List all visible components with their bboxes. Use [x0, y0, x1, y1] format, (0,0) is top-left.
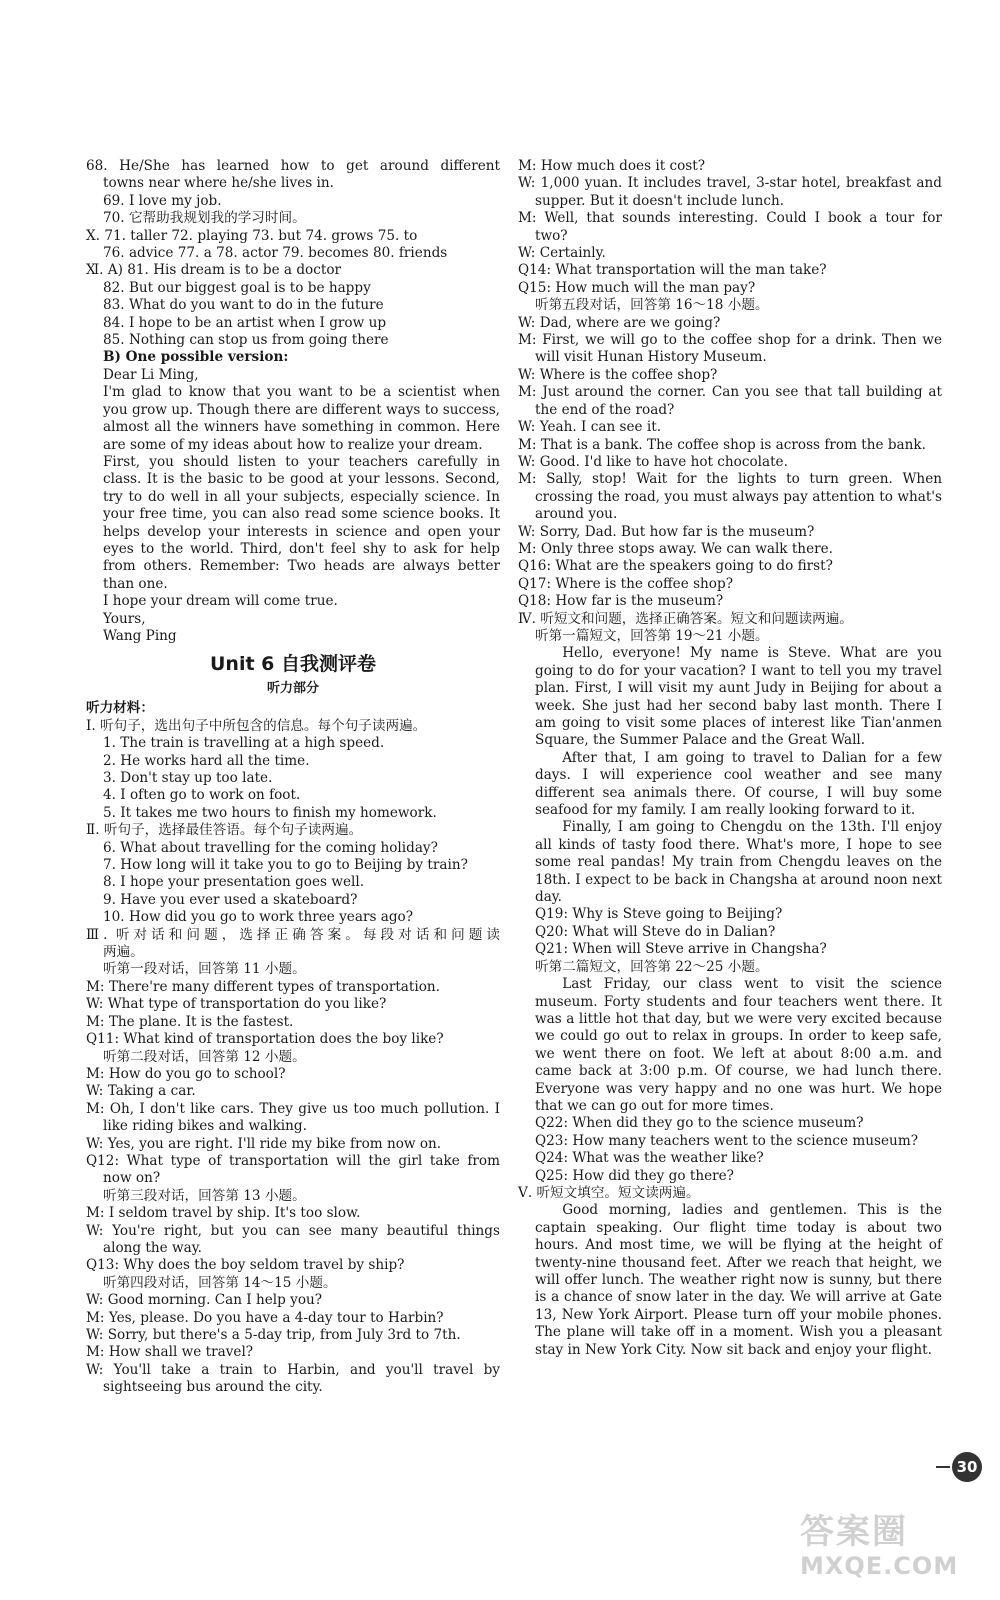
dialogue-line: W: Good. I'd like to have hot chocolate.	[518, 453, 788, 470]
watermark-url: MXQE.COM	[800, 1552, 959, 1580]
section-iii-heading-cont: 两遍。	[103, 944, 144, 961]
dialogue-4-continued	[518, 158, 942, 297]
dialogue-4	[86, 1292, 500, 1396]
passage-2	[518, 976, 942, 1115]
dialogue-line: M: Sally, stop! Wait for the lights to turn green. When crossing the road, you must always pay attention to what's around you.	[518, 471, 942, 523]
passage-1	[518, 645, 942, 906]
watermark	[800, 1512, 958, 1580]
sentence-item: 7. How long will it take you to go to Beijing by train?	[103, 857, 468, 874]
letter	[86, 367, 500, 646]
dialogue-line: W: Yes, you are right. I'll ride my bike from now on.	[86, 1135, 442, 1152]
right-column	[518, 158, 942, 1359]
section-v-passage	[518, 1202, 942, 1359]
dialogue-line: M: How shall we travel?	[86, 1344, 254, 1361]
answer-68-line2: towns near where he/she lives in.	[103, 175, 334, 192]
dialogue-1-heading: 听第一段对话，回答第 11 小题。	[103, 961, 306, 978]
dialogue-line: M: There're many different types of transportation.	[86, 978, 440, 995]
watermark-logo: 答案圈	[800, 1512, 908, 1552]
left-column	[86, 158, 500, 1397]
section-i-heading: Ⅰ. 听句子，选出句子中所包含的信息。每个句子读两遍。	[86, 717, 427, 734]
dialogue-2	[86, 1066, 500, 1188]
listening-label: 听力材料：	[86, 700, 154, 717]
dialogue-line: M: Yes, please. Do you have a 4-day tour to Harbin?	[86, 1309, 444, 1326]
dialogue-1	[86, 979, 500, 1049]
dialogue-line: W: What type of transportation do you like?	[86, 996, 387, 1013]
dialogue-3	[86, 1205, 500, 1275]
answer-69: 69. I love my job.	[103, 192, 222, 209]
sentence-item: 8. I hope your presentation goes well.	[103, 874, 365, 891]
dialogue-line: W: You'll take a train to Harbin, and you'll travel by sightseeing bus around the city.	[86, 1361, 500, 1396]
dialogue-line: W: Dad, where are we going?	[518, 314, 721, 331]
answer-68-line1: 68. He/She has learned how to get around different	[86, 158, 500, 174]
question-line: Q19: Why is Steve going to Beijing?	[535, 906, 783, 923]
section-x-line1: Ⅹ. 71. taller 72. playing 73. but 74. grows 75. to	[86, 227, 418, 244]
letter-signature: Wang Ping	[103, 627, 177, 644]
dialogue-line: Q14: What transportation will the man take?	[518, 262, 827, 279]
dialogue-line: M: Well, that sounds interesting. Could I book a tour for two?	[518, 210, 942, 244]
dialogue-line: Q13: Why does the boy seldom travel by ship?	[86, 1257, 405, 1274]
section-ii-heading: Ⅱ. 听句子，选择最佳答语。每个句子读两遍。	[86, 822, 363, 839]
answer-82: 82. But our biggest goal is to be happy	[103, 279, 371, 296]
dialogue-2-heading: 听第二段对话，回答第 12 小题。	[103, 1048, 306, 1065]
dialogue-line: M: The plane. It is the fastest.	[86, 1013, 294, 1030]
answer-85: 85. Nothing can stop us from going there	[103, 332, 389, 349]
section-v-heading: Ⅴ. 听短文填空。短文读两遍。	[518, 1184, 700, 1201]
dialogue-line: Q16: What are the speakers going to do first?	[518, 558, 833, 575]
dialogue-line: M: How much does it cost?	[518, 158, 706, 174]
passage-paragraph: Finally, I am going to Chengdu on the 13th. I'll enjoy all kinds of tasty food there. What's more, I hope to see some real pandas! My train from Chengdu leaves on the 18th. I expect to be back in Changsha at around noon next day.	[535, 819, 942, 906]
letter-paragraph: I hope your dream will come true.	[103, 593, 338, 610]
passage-2-questions	[518, 1115, 942, 1185]
passage-paragraph: After that, I am going to travel to Dalian for a few days. I will experience cool weather and see many different sea animals there. Of course, I will buy some seafood for my family. I am really looking forward to it.	[535, 749, 942, 819]
sentence-item: 10. How did you go to work three years ago?	[103, 909, 414, 926]
dialogue-3-heading: 听第三段对话，回答第 13 小题。	[103, 1187, 306, 1204]
section-ii-items	[86, 840, 500, 927]
passage-paragraph: Last Friday, our class went to visit the science museum. Forty students and four teachers went there. It was a little hot that day, but we were very excited because we could go out to relax in groups. In order to keep safe, we went there on foot. We left at about 8:00 a.m. and came back at 3:00 p.m. Of course, we had lunch there. Everyone was very happy and no one was hurt. We hope that we can go out for more times.	[535, 976, 942, 1114]
page-dash	[936, 1466, 950, 1468]
writing-heading: B) One possible version:	[103, 349, 289, 366]
dialogue-line: W: Good morning. Can I help you?	[86, 1292, 323, 1309]
dialogue-line: W: Certainly.	[518, 245, 606, 262]
section-x-line2: 76. advice 77. a 78. actor 79. becomes 80. friends	[103, 245, 448, 262]
letter-paragraph: I'm glad to know that you want to be a scientist when you grow up. Though there are different ways to success, almost all the winners have something in common. Here are some of my ideas about how to realize your dream.	[103, 384, 500, 453]
dialogue-line: Q17: Where is the coffee shop?	[518, 575, 733, 592]
section-iv-heading: Ⅳ. 听短文和问题，选择正确答案。短文和问题读两遍。	[518, 610, 853, 627]
dialogue-line: Q15: How much will the man pay?	[518, 279, 756, 296]
dialogue-line: M: Oh, I don't like cars. They give us too much pollution. I like riding bikes and walking.	[86, 1100, 500, 1135]
page-number-badge: 30	[952, 1452, 982, 1482]
answer-83: 83. What do you want to do in the future	[103, 297, 384, 314]
dialogue-line: W: Taking a car.	[86, 1083, 196, 1100]
passage-paragraph: Good morning, ladies and gentlemen. This is the captain speaking. Our flight time today is about two hours. And most time, we will be flying at the height of twenty-nine thousand feet. After we reach that height, we will offer lunch. The weather right now is sunny, but there is a chance of snow later in the day. We will arrive at Gate 13, New York Airport. Please turn off your mobile phones. The plane will take off in a moment. Wish you a pleasant stay in New York City. Now sit back and enjoy your flight.	[535, 1202, 942, 1358]
dialogue-line: M: I seldom travel by ship. It's too slow.	[86, 1205, 361, 1222]
question-line: Q22: When did they go to the science museum?	[535, 1115, 864, 1132]
sentence-item: 1. The train is travelling at a high speed.	[103, 735, 385, 752]
passage-1-heading: 听第一篇短文，回答第 19～21 小题。	[535, 627, 769, 644]
letter-paragraph: First, you should listen to your teachers carefully in class. It is the basic to be good at your lessons. Second, try to do well in all your subjects, especially science. In your free time, you can also read some science books. It helps develop your interests in science and open your eyes to the world. Third, don't feel shy to ask for help from others. Remember: Two heads are always better than one.	[103, 453, 500, 592]
section-i-items	[86, 735, 500, 822]
dialogue-line: M: That is a bank. The coffee shop is across from the bank.	[518, 436, 926, 453]
unit-subtitle: 听力部分	[266, 681, 319, 697]
dialogue-line: W: Yeah. I can see it.	[518, 419, 662, 436]
question-line: Q25: How did they go there?	[535, 1167, 734, 1184]
dialogue-line: M: First, we will go to the coffee shop for a drink. Then we will visit Hunan History Museum.	[518, 332, 942, 366]
unit-title: Unit 6 自我测评卷	[210, 653, 376, 676]
dialogue-line: W: Sorry, Dad. But how far is the museum?	[518, 523, 815, 540]
dialogue-line: M: Just around the corner. Can you see that tall building at the end of the road?	[518, 384, 942, 418]
section-iii-heading: Ⅲ. 听对话和问题，选择正确答案。每段对话和问题读	[86, 926, 500, 943]
dialogue-line: W: 1,000 yuan. It includes travel, 3-star hotel, breakfast and supper. But it doesn't include lunch.	[518, 175, 942, 209]
sentence-item: 3. Don't stay up too late.	[103, 770, 273, 786]
dialogue-line: Q18: How far is the museum?	[518, 593, 724, 610]
dialogue-line: Q11: What kind of transportation does the boy like?	[86, 1031, 444, 1048]
question-line: Q21: When will Steve arrive in Changsha?	[535, 941, 827, 958]
passage-paragraph: Hello, everyone! My name is Steve. What are you going to do for your vacation? I want to tell you my travel plan. First, I will visit my aunt Judy in Beijing for about a week. She just had her second baby last month. There I am going to visit some places of interest like Tian'anmen Square, the Summer Palace and the Great Wall.	[535, 645, 942, 749]
sentence-item: 9. Have you ever used a skateboard?	[103, 891, 358, 908]
dialogue-line: M: How do you go to school?	[86, 1065, 286, 1082]
question-line: Q23: How many teachers went to the science museum?	[535, 1132, 918, 1149]
dialogue-line: M: Only three stops away. We can walk there.	[518, 540, 833, 557]
sentence-item: 6. What about travelling for the coming holiday?	[103, 839, 438, 856]
letter-closing: Yours,	[103, 610, 146, 627]
question-line: Q24: What was the weather like?	[535, 1150, 764, 1167]
answer-81: Ⅺ. A) 81. His dream is to be a doctor	[86, 262, 342, 279]
dialogue-4-heading: 听第四段对话，回答第 14～15 小题。	[103, 1274, 337, 1291]
dialogue-line: W: You're right, but you can see many beautiful things along the way.	[86, 1222, 500, 1256]
sentence-item: 4. I often go to work on foot.	[103, 787, 301, 804]
letter-salutation: Dear Li Ming,	[103, 366, 199, 383]
question-line: Q20: What will Steve do in Dalian?	[535, 923, 776, 940]
page-number	[936, 1452, 982, 1482]
dialogue-5-heading: 听第五段对话，回答第 16～18 小题。	[535, 297, 769, 314]
passage-1-questions	[518, 906, 942, 958]
sentence-item: 5. It takes me two hours to finish my homework.	[103, 804, 437, 821]
sentence-item: 2. He works hard all the time.	[103, 752, 310, 769]
dialogue-line: Q12: What type of transportation will the girl take from now on?	[86, 1152, 500, 1187]
dialogue-line: W: Where is the coffee shop?	[518, 366, 718, 383]
passage-2-heading: 听第二篇短文，回答第 22～25 小题。	[535, 958, 769, 975]
dialogue-5	[518, 315, 942, 611]
dialogue-line: W: Sorry, but there's a 5-day trip, from July 3rd to 7th.	[86, 1327, 461, 1343]
answer-84: 84. I hope to be an artist when I grow up	[103, 314, 387, 331]
answer-70: 70. 它帮助我规划我的学习时间。	[103, 210, 306, 227]
